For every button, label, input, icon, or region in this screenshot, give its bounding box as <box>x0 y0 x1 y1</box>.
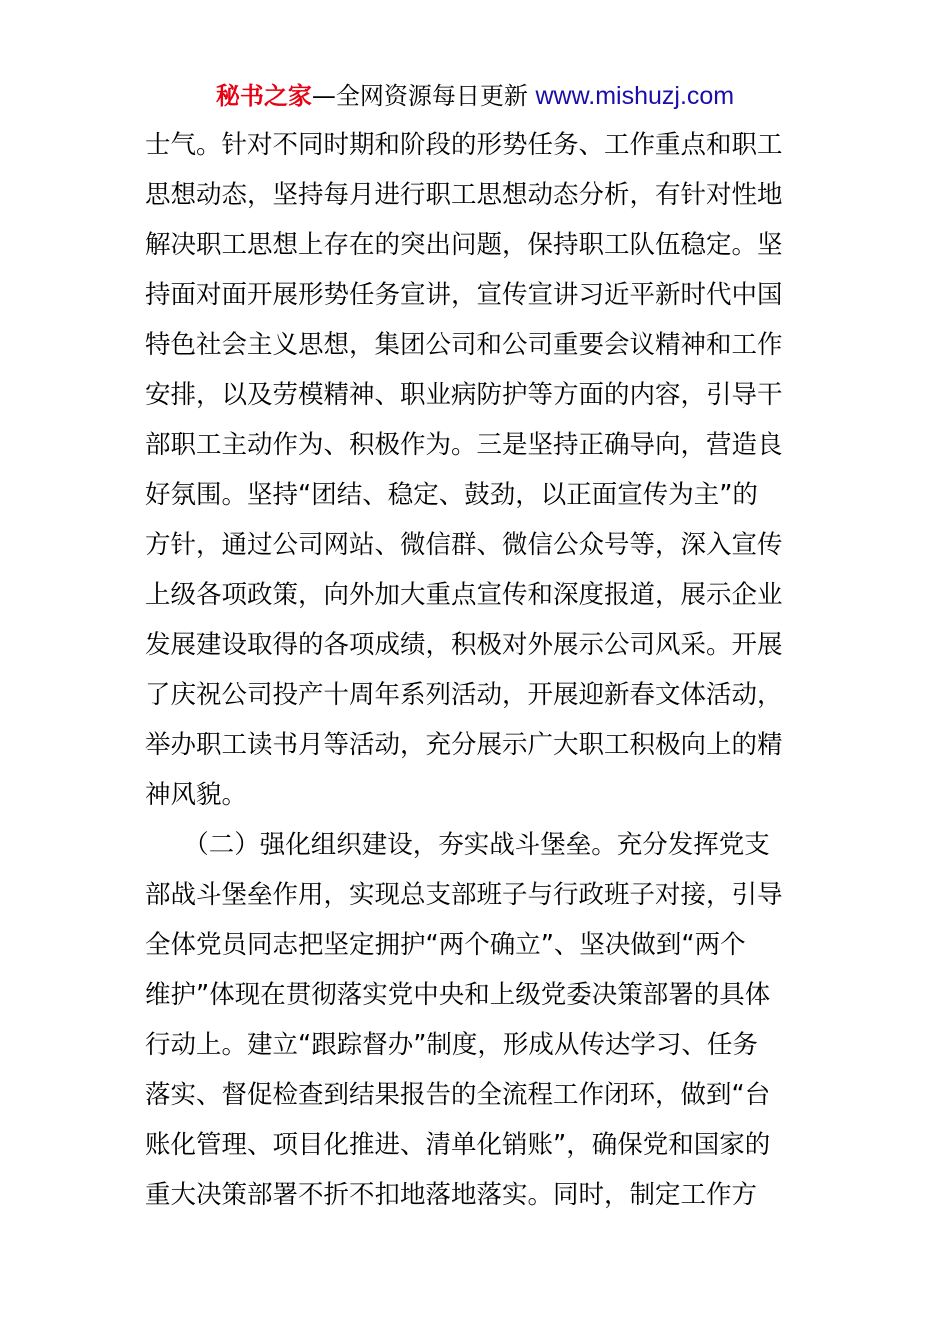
text-line: 全体党员同志把坚定拥护“两个确立”、坚决做到“两个 <box>145 930 746 960</box>
site-tagline: —全网资源每日更新 <box>311 82 528 110</box>
text-line: 特色社会主义思想，集团公司和公司重要会议精神和工作 <box>145 330 783 360</box>
text-line: 神风貌。 <box>145 780 248 810</box>
text-line: 举办职工读书月等活动，充分展示广大职工积极向上的精 <box>145 730 783 760</box>
text-line: 了庆祝公司投产十周年系列活动，开展迎新春文体活动， <box>145 680 783 710</box>
site-brand: 秘书之家 <box>215 82 312 110</box>
text-line: 行动上。建立“跟踪督办”制度，形成从传达学习、任务 <box>145 1030 758 1060</box>
text-line: 好氛围。坚持“团结、稳定、鼓劲，以正面宣传为主”的 <box>145 480 758 510</box>
text-line: 安排，以及劳模精神、职业病防护等方面的内容，引导干 <box>145 380 783 410</box>
text-line: 账化管理、项目化推进、清单化销账”，确保党和国家的 <box>145 1130 771 1160</box>
text-line: 解决职工思想上存在的突出问题，保持职工队伍稳定。坚 <box>145 230 783 260</box>
text-line: 士气。针对不同时期和阶段的形势任务、工作重点和职工 <box>145 130 783 160</box>
text-line: 上级各项政策，向外加大重点宣传和深度报道，展示企业 <box>145 580 783 610</box>
text-line: 持面对面开展形势任务宣讲，宣传宣讲习近平新时代中国 <box>145 280 783 310</box>
text-line: 方针，通过公司网站、微信群、微信公众号等，深入宣传 <box>145 530 783 560</box>
text-line: 落实、督促检查到结果报告的全流程工作闭环，做到“台 <box>145 1080 771 1110</box>
text-line: 重大决策部署不折不扣地落地落实。同时，制定工作方 <box>145 1180 758 1210</box>
site-url-link[interactable]: www.mishuzj.com <box>535 82 735 110</box>
text-line: 部职工主动作为、积极作为。三是坚持正确导向，营造良 <box>145 430 783 460</box>
text-line: 发展建设取得的各项成绩，积极对外展示公司风采。开展 <box>145 630 783 660</box>
text-line: 维护”体现在贯彻落实党中央和上级党委决策部署的具体 <box>145 980 771 1010</box>
site-header <box>0 80 950 112</box>
document-body <box>145 120 820 1220</box>
text-line: 部战斗堡垒作用，实现总支部班子与行政班子对接，引导 <box>145 880 783 910</box>
text-line: 思想动态，坚持每月进行职工思想动态分析，有针对性地 <box>145 180 783 210</box>
paragraph-heading-line: （二）强化组织建设，夯实战斗堡垒。充分发挥党支 <box>145 830 770 860</box>
